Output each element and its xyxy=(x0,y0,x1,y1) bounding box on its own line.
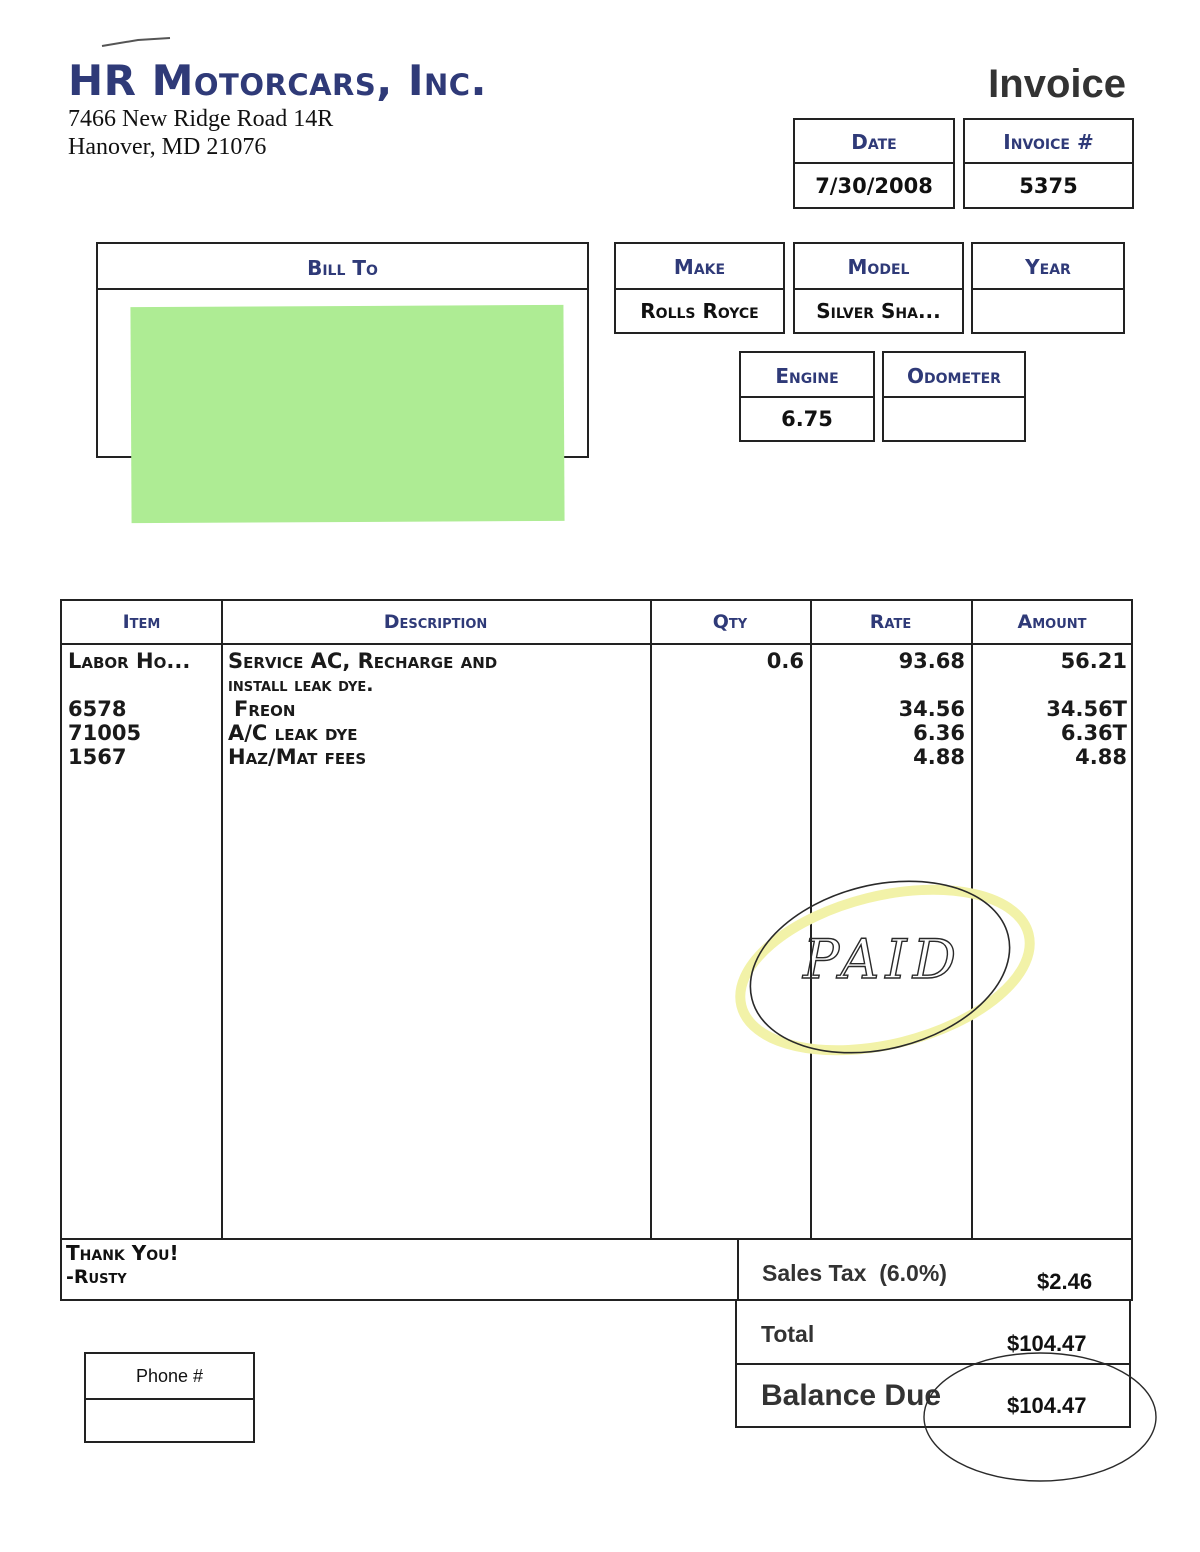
year-label: Year xyxy=(1025,255,1071,279)
table-row-qty: 0.6 xyxy=(766,649,804,673)
table-row-rate: 4.88 xyxy=(913,745,965,769)
column-header-amount: Amount xyxy=(1017,611,1087,633)
table-row-description: A/C leak dye xyxy=(228,721,358,745)
engine-value: 6.75 xyxy=(781,407,833,431)
make-box xyxy=(614,242,785,334)
staple-mark xyxy=(98,32,178,54)
model-label: Model xyxy=(847,255,910,279)
thank-you-note: Thank You! xyxy=(66,1241,179,1265)
invoice-number-label: Invoice # xyxy=(1003,130,1094,154)
total-label: Total xyxy=(761,1321,815,1347)
table-row-item: 71005 xyxy=(68,721,142,745)
sales-tax-value: $2.46 xyxy=(1037,1269,1093,1294)
date-box xyxy=(793,118,955,209)
balance-pen-circle xyxy=(920,1345,1165,1490)
table-row-amount: 56.21 xyxy=(1060,649,1127,673)
engine-box xyxy=(739,351,875,442)
date-label: Date xyxy=(851,130,897,154)
table-row-rate: 6.36 xyxy=(913,721,965,745)
company-address-line2: Hanover, MD 21076 xyxy=(68,134,267,160)
table-row-description: install leak dye. xyxy=(228,674,374,696)
phone-label: Phone # xyxy=(135,1366,204,1386)
table-row-item: 6578 xyxy=(68,697,127,721)
table-row-item: Labor Ho... xyxy=(68,649,191,673)
table-row-amount: 4.88 xyxy=(1075,745,1127,769)
table-row-description: Freon xyxy=(234,697,296,721)
odometer-box xyxy=(882,351,1026,442)
balance-due-label: Balance Due xyxy=(761,1379,942,1412)
table-row-rate: 93.68 xyxy=(898,649,965,673)
document-title: Invoice xyxy=(988,62,1126,106)
company-name: HR Motorcars, Inc. xyxy=(68,56,487,105)
table-row-description: Haz/Mat fees xyxy=(228,745,367,769)
table-row-item: 1567 xyxy=(68,745,127,769)
table-row-rate: 34.56 xyxy=(898,697,965,721)
phone-box xyxy=(84,1352,255,1443)
make-label: Make xyxy=(673,255,726,279)
column-header-qty: Qty xyxy=(712,611,748,633)
invoice-number-value: 5375 xyxy=(1019,174,1078,198)
bill-to-label: Bill To xyxy=(307,256,378,280)
table-row-amount: 34.56T xyxy=(1046,697,1127,721)
column-header-description: Description xyxy=(383,611,488,633)
model-box xyxy=(793,242,964,334)
column-header-rate: Rate xyxy=(869,611,912,633)
column-header-item: Item xyxy=(122,611,161,633)
company-address-line1: 7466 New Ridge Road 14R xyxy=(68,106,334,132)
bill-to-redaction-sticker xyxy=(130,305,564,523)
make-value: Rolls Royce xyxy=(640,299,759,323)
signature-note: -Rusty xyxy=(66,1266,127,1288)
table-row-amount: 6.36T xyxy=(1060,721,1127,745)
engine-label: Engine xyxy=(775,364,839,388)
paid-stamp xyxy=(725,870,1045,1070)
sales-tax-label: Sales Tax (6.0%) xyxy=(762,1260,947,1286)
year-box xyxy=(971,242,1125,334)
paid-handwriting: PAID xyxy=(803,928,962,991)
table-row-description: Service AC, Recharge and xyxy=(228,649,498,673)
total-value: $104.47 xyxy=(1007,1331,1087,1356)
invoice-number-box xyxy=(963,118,1134,209)
balance-due-value: $104.47 xyxy=(1007,1393,1087,1418)
date-value: 7/30/2008 xyxy=(815,174,933,198)
odometer-label: Odometer xyxy=(907,364,1001,388)
model-value: Silver Sha... xyxy=(816,299,941,323)
